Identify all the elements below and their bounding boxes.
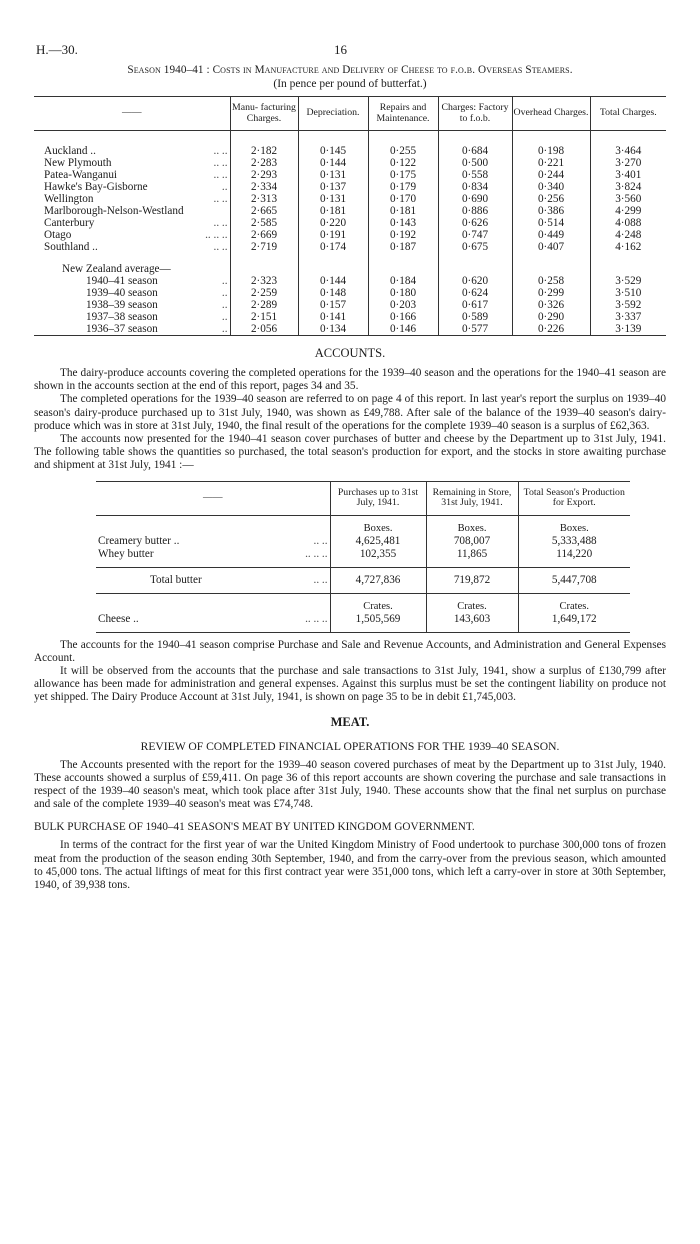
cell-value: 0·181 — [298, 205, 368, 217]
cell-value: 2·665 — [230, 205, 298, 217]
cell-value: 5,447,708 — [518, 567, 630, 593]
cell-value: 0·514 — [512, 217, 590, 229]
col-header-production: Total Season's Production for Export. — [518, 481, 630, 515]
purchases-table — [96, 481, 630, 633]
costs-header-row — [34, 97, 666, 131]
cell-value: 719,872 — [426, 567, 518, 593]
cell-value: 0·558 — [438, 169, 512, 181]
cell-value: 0·144 — [298, 275, 368, 287]
cell-value: 2·313 — [230, 193, 298, 205]
cell-value: 0·449 — [512, 229, 590, 241]
unit-label: Crates. — [330, 593, 426, 613]
col-header-depreciation: Depreciation. — [298, 97, 368, 131]
table-row — [34, 193, 666, 205]
cell-value: 0·203 — [368, 299, 438, 311]
table-row — [34, 169, 666, 181]
col-header-repairs: Repairs and Maintenance. — [368, 97, 438, 131]
cell-value: 0·166 — [368, 311, 438, 323]
cell-value: 0·624 — [438, 287, 512, 299]
title-lead: Season 1940–41 : — [127, 64, 213, 76]
row-label: 1939–40 season — [86, 287, 158, 299]
row-label: Hawke's Bay-Gisborne — [44, 181, 148, 193]
cell-value: 0·244 — [512, 169, 590, 181]
cell-value: 3·824 — [590, 181, 666, 193]
cell-value: 0·175 — [368, 169, 438, 181]
costs-table-subtitle: (In pence per pound of butterfat.) — [273, 78, 427, 90]
cell-value: 3·139 — [590, 323, 666, 336]
cell-value: 3·337 — [590, 311, 666, 323]
report-reference: H.—30. — [36, 42, 78, 57]
review-paragraph: The Accounts presented with the report for the 1939–40 season covered purchases of meat by the Department up to 31st July, 1940. These accounts showed a surplus of £59,411. On page 36 of this report accounts are shown covering the purchase and sale transactions in respect of the 1939–40 season's meat, which took place after 31st July, 1940. These accounts show that the final net surplus on purchase and sale of the complete 1939–40 season's meat was £74,748. — [34, 758, 666, 811]
table-row — [34, 157, 666, 169]
cell-value: 3·529 — [590, 275, 666, 287]
col-header-purchases: Purchases up to 31st July, 1941. — [330, 481, 426, 515]
leader-dots: .. .. — [213, 145, 228, 157]
unit-label: Boxes. — [330, 515, 426, 535]
col-header-overhead: Overhead Charges. — [512, 97, 590, 131]
cell-value: 0·255 — [368, 145, 438, 157]
cell-value: 4·248 — [590, 229, 666, 241]
cell-value: 0·747 — [438, 229, 512, 241]
cell-value: 0·256 — [512, 193, 590, 205]
row-label: Otago — [44, 229, 72, 241]
leader-dots: .. .. — [213, 157, 228, 169]
cell-value: 0·198 — [512, 145, 590, 157]
table-row — [34, 205, 666, 217]
cell-value: 0·834 — [438, 181, 512, 193]
col-header-region: —— — [34, 97, 230, 131]
cell-value: 2·289 — [230, 299, 298, 311]
cell-value: 0·131 — [298, 193, 368, 205]
cell-value: 0·148 — [298, 287, 368, 299]
cell-value: 0·258 — [512, 275, 590, 287]
cell-value: 2·151 — [230, 311, 298, 323]
cell-value: 0·220 — [298, 217, 368, 229]
cell-value: 4·299 — [590, 205, 666, 217]
leader-dots: .. — [221, 275, 228, 287]
leader-dots: .. — [221, 299, 228, 311]
accounts-paragraph: It will be observed from the accounts that the purchase and sale transactions to 31st July, 1941, show a surplus of £130,799 after allowance has been made for administration and general expenses. Against this surplus must be set the contingent liability on produce not yet shipped. The Dairy Produce Account at 31st July, 1941, is shown on page 35 to be in debit £1,745,003. — [34, 665, 666, 704]
page-number: 16 — [334, 42, 347, 57]
table-row — [34, 145, 666, 157]
cell-value: 11,865 — [426, 548, 518, 568]
document-page — [34, 38, 666, 892]
cell-value: 0·407 — [512, 241, 590, 253]
cell-value: 0·684 — [438, 145, 512, 157]
cell-value: 0·340 — [512, 181, 590, 193]
cell-value: 0·137 — [298, 181, 368, 193]
row-label: Total butter — [150, 573, 202, 586]
cell-value: 0·386 — [512, 205, 590, 217]
unit-row — [96, 515, 630, 535]
leader-dots: .. .. .. — [305, 547, 328, 560]
row-label: Auckland .. — [44, 145, 96, 157]
accounts-paragraph: The accounts now presented for the 1940–41 season cover purchases of butter and cheese by the Department up to 31st July, 1941. The following table shows the quantities so purchased, the total season's production for export, and the stocks in store awaiting purchase and shipment at 31st July, 1941 :— — [34, 433, 666, 472]
cell-value: 3·270 — [590, 157, 666, 169]
cell-value: 0·157 — [298, 299, 368, 311]
cell-value: 102,355 — [330, 548, 426, 568]
leader-dots: .. .. .. — [305, 612, 328, 625]
cell-value: 3·510 — [590, 287, 666, 299]
leader-dots: .. — [221, 287, 228, 299]
cell-value: 0·577 — [438, 323, 512, 336]
unit-label: Boxes. — [518, 515, 630, 535]
cell-value: 0·134 — [298, 323, 368, 336]
costs-table-title — [34, 64, 666, 76]
cell-value: 2·334 — [230, 181, 298, 193]
table-row — [34, 311, 666, 323]
row-label: Wellington — [44, 193, 94, 205]
cell-value: 0·299 — [512, 287, 590, 299]
row-label: 1936–37 season — [86, 323, 158, 335]
cell-value: 0·675 — [438, 241, 512, 253]
cell-value: 0·226 — [512, 323, 590, 336]
cell-value: 0·174 — [298, 241, 368, 253]
table-row — [96, 535, 630, 548]
leader-dots: .. .. — [213, 241, 228, 253]
table-row — [34, 299, 666, 311]
cell-value: 1,649,172 — [518, 613, 630, 633]
row-label: New Plymouth — [44, 157, 112, 169]
col-header-remaining: Remaining in Store, 31st July, 1941. — [426, 481, 518, 515]
cell-value: 4,727,836 — [330, 567, 426, 593]
col-header-factory-fob: Charges: Factory to f.o.b. — [438, 97, 512, 131]
cell-value: 0·170 — [368, 193, 438, 205]
cell-value: 0·290 — [512, 311, 590, 323]
page-header — [34, 38, 666, 60]
bulk-purchase-heading: BULK PURCHASE OF 1940–41 SEASON'S MEAT BY UNITED KINGDOM GOVERNMENT. — [34, 821, 475, 834]
row-label: Southland .. — [44, 241, 98, 253]
cell-value: 114,220 — [518, 548, 630, 568]
cell-value: 2·259 — [230, 287, 298, 299]
cell-value: 0·180 — [368, 287, 438, 299]
unit-label: Boxes. — [426, 515, 518, 535]
table-row — [34, 241, 666, 253]
cell-value: 0·500 — [438, 157, 512, 169]
table-row — [34, 229, 666, 241]
table-row — [34, 275, 666, 287]
table-row — [34, 323, 666, 336]
average-label-row — [34, 263, 666, 275]
leader-dots: .. .. .. — [205, 229, 228, 241]
cell-value: 3·401 — [590, 169, 666, 181]
cell-value: 0·886 — [438, 205, 512, 217]
leader-dots: .. .. — [313, 573, 328, 586]
cell-value: 1,505,569 — [330, 613, 426, 633]
leader-dots: .. .. — [313, 534, 328, 547]
table-row — [34, 181, 666, 193]
cell-value: 4,625,481 — [330, 535, 426, 548]
leader-dots: .. — [221, 181, 228, 193]
accounts-paragraph: The dairy-produce accounts covering the completed operations for the 1939–40 season and the operations for the 1940–41 season are shown in the accounts section at the end of this report, pages 34 and 35. — [34, 367, 666, 393]
title-rest: Costs in Manufacture and Delivery of Cheese to f.o.b. Overseas Steamers. — [212, 64, 573, 76]
cell-value: 708,007 — [426, 535, 518, 548]
cell-value: 0·187 — [368, 241, 438, 253]
row-label: Canterbury — [44, 217, 95, 229]
unit-label: Crates. — [426, 593, 518, 613]
unit-row — [96, 593, 630, 613]
cell-value: 4·162 — [590, 241, 666, 253]
leader-dots: .. .. — [213, 169, 228, 181]
cell-value: 0·617 — [438, 299, 512, 311]
cell-value: 0·620 — [438, 275, 512, 287]
row-label: 1940–41 season — [86, 275, 158, 287]
leader-dots: .. — [221, 311, 228, 323]
row-label: Cheese .. — [98, 612, 139, 625]
row-label: Whey butter — [98, 547, 154, 560]
cell-value: 3·464 — [590, 145, 666, 157]
cell-value: 0·221 — [512, 157, 590, 169]
cell-value: 3·560 — [590, 193, 666, 205]
row-label: Marlborough-Nelson-Westland — [44, 205, 184, 217]
accounts-paragraph: The accounts for the 1940–41 season comprise Purchase and Sale and Revenue Accounts, and Administration and General Expenses Account. — [34, 638, 666, 664]
leader-dots: .. .. — [213, 217, 228, 229]
cell-value: 143,603 — [426, 613, 518, 633]
cell-value: 2·293 — [230, 169, 298, 181]
review-heading: REVIEW OF COMPLETED FINANCIAL OPERATIONS FOR THE 1939–40 SEASON. — [140, 739, 560, 753]
cell-value: 0·141 — [298, 311, 368, 323]
col-header-item: —— — [96, 481, 330, 515]
cell-value: 4·088 — [590, 217, 666, 229]
table-row — [34, 287, 666, 299]
col-header-total: Total Charges. — [590, 97, 666, 131]
row-label: 1938–39 season — [86, 299, 158, 311]
costs-table — [34, 96, 666, 336]
cell-value: 2·719 — [230, 241, 298, 253]
cell-value: 2·182 — [230, 145, 298, 157]
cell-value: 5,333,488 — [518, 535, 630, 548]
cell-value: 0·191 — [298, 229, 368, 241]
col-header-manufacturing: Manu- facturing Charges. — [230, 97, 298, 131]
cell-value: 2·056 — [230, 323, 298, 336]
leader-dots: .. — [221, 323, 228, 335]
row-label: Patea-Wanganui — [44, 169, 118, 181]
bulk-purchase-paragraph: In terms of the contract for the first year of war the United Kingdom Ministry of Food undertook to purchase 300,000 tons of frozen meat from the production of the season ending 30th September, 1940, and from the carry-over from the previous season, which amounted to 45,000 tons. The actual liftings of meat for this first contract year were 351,000 tons, which left a carry-over in store at 30th September, 1940, of 39,938 tons. — [34, 839, 666, 892]
cell-value: 0·131 — [298, 169, 368, 181]
unit-label: Crates. — [518, 593, 630, 613]
cell-value: 2·323 — [230, 275, 298, 287]
cell-value: 0·326 — [512, 299, 590, 311]
cell-value: 0·145 — [298, 145, 368, 157]
cell-value: 3·592 — [590, 299, 666, 311]
accounts-paragraph: The completed operations for the 1939–40 season are referred to on page 4 of this report. In last year's report the surplus on 1939–40 season's dairy-produce purchased up to 31st July, 1940, was shown as £49,788. After sale of the balance of the 1939–40 season's dairy-produce which was in store at 31st July, 1940, the final result of the operations for the complete 1939–40 season is a surplus of £62,363. — [34, 393, 666, 432]
cell-value: 0·144 — [298, 157, 368, 169]
cell-value: 0·143 — [368, 217, 438, 229]
accounts-heading: ACCOUNTS. — [314, 346, 386, 360]
row-label: 1937–38 season — [86, 311, 158, 323]
cell-value: 0·589 — [438, 311, 512, 323]
cell-value: 2·585 — [230, 217, 298, 229]
average-label: New Zealand average— — [62, 263, 171, 275]
leader-dots: .. .. — [213, 193, 228, 205]
table-row-total — [96, 567, 630, 593]
cell-value: 2·283 — [230, 157, 298, 169]
cell-value: 0·146 — [368, 323, 438, 336]
cell-value: 2·669 — [230, 229, 298, 241]
cell-value: 0·181 — [368, 205, 438, 217]
cell-value: 0·192 — [368, 229, 438, 241]
cell-value: 0·122 — [368, 157, 438, 169]
table-row — [96, 548, 630, 568]
row-label: Creamery butter .. — [98, 534, 180, 547]
cell-value: 0·690 — [438, 193, 512, 205]
table-row — [34, 217, 666, 229]
cell-value: 0·184 — [368, 275, 438, 287]
cell-value: 0·626 — [438, 217, 512, 229]
meat-heading: MEAT. — [330, 714, 370, 729]
purchases-header-row — [96, 481, 630, 515]
cell-value: 0·179 — [368, 181, 438, 193]
table-row — [96, 613, 630, 633]
